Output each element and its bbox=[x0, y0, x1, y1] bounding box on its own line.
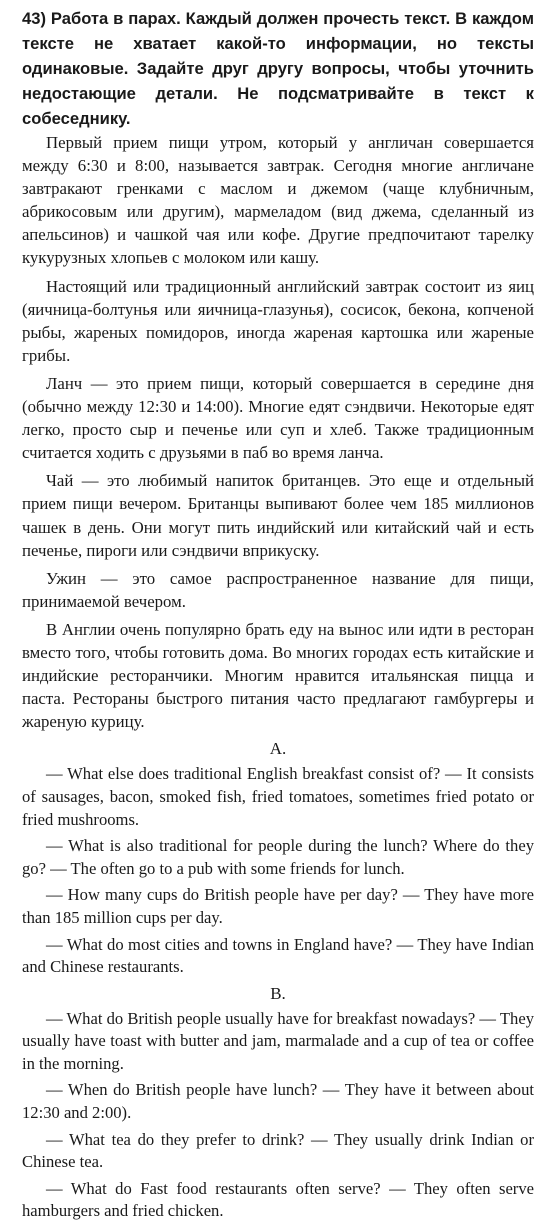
section-a-label: A. bbox=[269, 739, 287, 759]
dialog-item: — What do most cities and towns in England have? — They have Indian and Chinese restaurants. bbox=[22, 934, 534, 977]
paragraph-takeaway: В Англии очень популярно брать еду на вынос или идти в ресторан вместо того, чтобы готовить дома. Во многих городах есть китайские и индийские ресторанчики. Многим нравится итальянская пицца и паста. Рестораны быстрого питания часто предлагают гамбургеры и жареную курицу. bbox=[22, 619, 534, 732]
dialog-item: — What else does traditional English breakfast consist of? — It consists of sausages, bacon, smoked fish, fried tomatoes, sometimes fried potato or fried mushrooms. bbox=[22, 764, 534, 829]
dialog-item: — What is also traditional for people during the lunch? Where do they go? — The often go to a pub with some friends for lunch. bbox=[22, 836, 534, 878]
paragraph-breakfast: Первый прием пищи утром, который у англичан совершается между 6:30 и 8:00, называется завтрак. Сегодня многие англичане завтракают гренками с маслом и джемом (чаще клубничным, абрикосовым или другим), мармеладом (вид джема, сделанный из апельсинов) и чашкой чая или кофе. Другие предпочитают тарелку кукурузных хлопьев с молоком или кашу. bbox=[22, 133, 534, 268]
dialog-item: — What tea do they prefer to drink? — They usually drink Indian or Chinese tea. bbox=[22, 1129, 534, 1172]
task-heading: 43) Работа в парах. Каждый должен прочесть текст. В каждом тексте не хватает какой-то информации, но тексты одинаковые. Задайте друг другу вопросы, чтобы уточнить недостающие детали. Не подсматривайте в текст к собеседнику. bbox=[22, 9, 534, 128]
dialog-item: — How many cups do British people have per day? — They have more than 185 million cups per day. bbox=[22, 885, 534, 927]
section-b-dialogs bbox=[22, 1008, 534, 1223]
dialog-item: — What do British people usually have for breakfast nowadays? — They usually have toast with butter and jam, marmalade and a cup of tea or coffee in the morning. bbox=[22, 1008, 534, 1073]
paragraph-dinner: Ужин — это самое распространенное название для пищи, принимаемой вечером. bbox=[22, 568, 534, 611]
dialog-item: — What do Fast food restaurants often serve? — They often serve hamburgers and fried chicken. bbox=[22, 1178, 534, 1221]
dialog-item: — When do British people have lunch? — They have it between about 12:30 and 2:00). bbox=[22, 1080, 534, 1123]
russian-text bbox=[22, 131, 534, 733]
paragraph-tea: Чай — это любимый напиток британцев. Это еще и отдельный прием пищи вечером. Британцы выпивают более чем 185 миллионов чашек в день. Они могут пить индийский или китайский чай и есть печенье, пироги или сэндвичи вприкуску. bbox=[22, 471, 534, 560]
section-a-dialogs bbox=[22, 763, 534, 978]
section-b-label: B. bbox=[270, 983, 286, 1003]
paragraph-lunch: Ланч — это прием пищи, который совершается в середине дня (обычно между 12:30 и 14:00). Многие едят сэндвичи. Некоторые едят легко, просто сыр и печенье или суп и хлеб. Также традиционным считается ходить с друзьями в паб во время ланча. bbox=[22, 373, 534, 463]
paragraph-traditional-breakfast: Настоящий или традиционный английский завтрак состоит из яиц (яичница-болтунья или яичница-глазунья), сосисок, бекона, копченой рыбы, жареных помидоров, иногда жареная картошка или жареные грибы. bbox=[22, 276, 534, 365]
